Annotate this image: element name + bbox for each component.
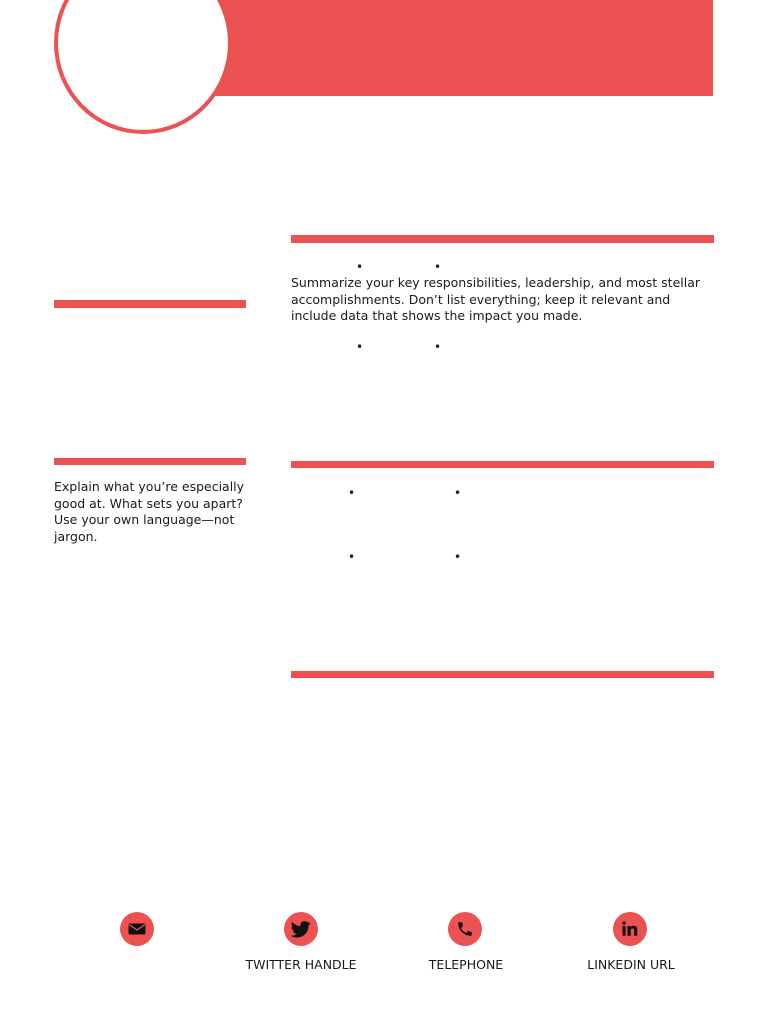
experience-bullet: • [434, 340, 442, 354]
experience-bullet: • [356, 340, 364, 354]
email-icon [120, 912, 154, 946]
objective-divider [54, 300, 246, 308]
education-bullet: • [454, 550, 462, 564]
volunteer-divider [291, 671, 714, 678]
education-divider [291, 461, 714, 468]
education-bullet: • [348, 550, 356, 564]
experience-bullet: • [434, 260, 442, 274]
linkedin-icon [613, 912, 647, 946]
skills-description[interactable]: Explain what you’re especially good at. What sets you apart? Use your own language—not jargon. [54, 479, 245, 544]
experience-description[interactable]: Summarize your key responsibilities, leadership, and most stellar accomplishments. Don’t list everything; keep it relevant and include data that shows the impact you made. [291, 275, 701, 323]
education-bullet: • [348, 486, 356, 500]
twitter-icon [284, 912, 318, 946]
skills-divider [54, 458, 246, 465]
education-bullet: • [454, 486, 462, 500]
telephone-label[interactable]: TELEPHONE [428, 957, 504, 972]
twitter-handle-label[interactable]: TWITTER HANDLE [245, 957, 357, 972]
experience-bullet: • [356, 260, 364, 274]
telephone-icon [448, 912, 482, 946]
photo-placeholder[interactable] [54, 0, 232, 134]
experience-divider [291, 235, 714, 243]
header-banner [200, 0, 713, 96]
linkedin-url-label[interactable]: LINKEDIN URL [587, 957, 675, 972]
